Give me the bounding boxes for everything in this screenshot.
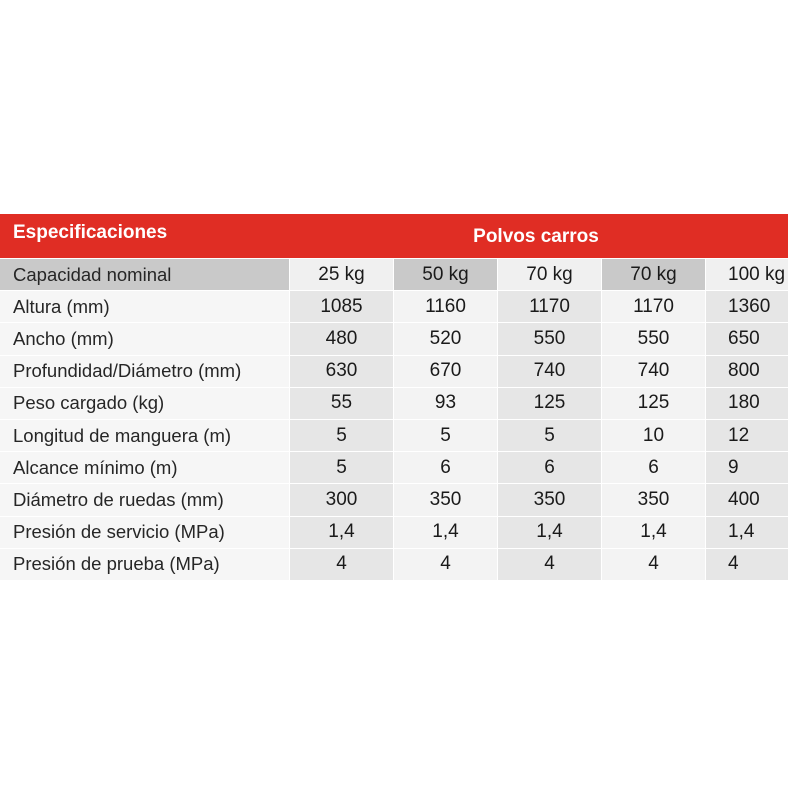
table-cell: 5 [497, 420, 601, 451]
table-cell: 50 kg [393, 259, 497, 290]
row-label: Capacidad nominal [0, 259, 289, 290]
table-cell: 5 [393, 420, 497, 451]
table-cell: 125 [601, 388, 705, 419]
table-cell: 4 [289, 549, 393, 580]
table-cell: 800 [705, 356, 788, 387]
table-cell: 5 [289, 420, 393, 451]
table-cell: 1085 [289, 291, 393, 322]
table-cell: 1360 [705, 291, 788, 322]
table-row [0, 451, 788, 483]
table-cell: 350 [601, 484, 705, 515]
table-cell: 9 [705, 452, 788, 483]
table-header [0, 214, 788, 258]
table-cell: 100 kg [705, 259, 788, 290]
table-cell: 6 [497, 452, 601, 483]
row-label: Diámetro de ruedas (mm) [0, 484, 289, 515]
table-cell: 1160 [393, 291, 497, 322]
table-cell: 180 [705, 388, 788, 419]
table-cell: 550 [497, 323, 601, 354]
table-row [0, 322, 788, 354]
table-cell: 520 [393, 323, 497, 354]
table-cell: 670 [393, 356, 497, 387]
table-cell: 125 [497, 388, 601, 419]
table-cell: 70 kg [601, 259, 705, 290]
spec-table [0, 214, 788, 580]
table-cell: 650 [705, 323, 788, 354]
table-row [0, 355, 788, 387]
table-cell: 300 [289, 484, 393, 515]
table-cell: 4 [705, 549, 788, 580]
row-label: Altura (mm) [0, 291, 289, 322]
table-row [0, 258, 788, 290]
table-cell: 550 [601, 323, 705, 354]
table-cell: 480 [289, 323, 393, 354]
product-group-title: Polvos carros [473, 226, 599, 247]
row-label: Presión de servicio (MPa) [0, 517, 289, 548]
table-cell: 740 [497, 356, 601, 387]
table-cell: 6 [601, 452, 705, 483]
table-cell: 630 [289, 356, 393, 387]
row-label: Profundidad/Diámetro (mm) [0, 356, 289, 387]
table-row [0, 483, 788, 515]
table-row [0, 419, 788, 451]
table-cell: 1,4 [497, 517, 601, 548]
row-label: Peso cargado (kg) [0, 388, 289, 419]
row-label: Presión de prueba (MPa) [0, 549, 289, 580]
table-row [0, 290, 788, 322]
table-cell: 350 [393, 484, 497, 515]
table-cell: 10 [601, 420, 705, 451]
table-row [0, 548, 788, 580]
table-cell: 350 [497, 484, 601, 515]
table-cell: 1,4 [601, 517, 705, 548]
table-cell: 1170 [497, 291, 601, 322]
row-label: Longitud de manguera (m) [0, 420, 289, 451]
table-cell: 740 [601, 356, 705, 387]
row-label: Ancho (mm) [0, 323, 289, 354]
table-cell: 55 [289, 388, 393, 419]
row-label: Alcance mínimo (m) [0, 452, 289, 483]
table-row [0, 516, 788, 548]
table-cell: 12 [705, 420, 788, 451]
table-cell: 1,4 [705, 517, 788, 548]
table-cell: 70 kg [497, 259, 601, 290]
table-cell: 4 [601, 549, 705, 580]
table-cell: 1170 [601, 291, 705, 322]
table-cell: 1,4 [393, 517, 497, 548]
table-row [0, 387, 788, 419]
table-cell: 93 [393, 388, 497, 419]
specifications-title: Especificaciones [13, 222, 168, 243]
table-cell: 1,4 [289, 517, 393, 548]
table-cell: 25 kg [289, 259, 393, 290]
table-body [0, 258, 788, 580]
table-cell: 4 [393, 549, 497, 580]
table-cell: 6 [393, 452, 497, 483]
table-cell: 4 [497, 549, 601, 580]
table-cell: 5 [289, 452, 393, 483]
table-cell: 400 [705, 484, 788, 515]
